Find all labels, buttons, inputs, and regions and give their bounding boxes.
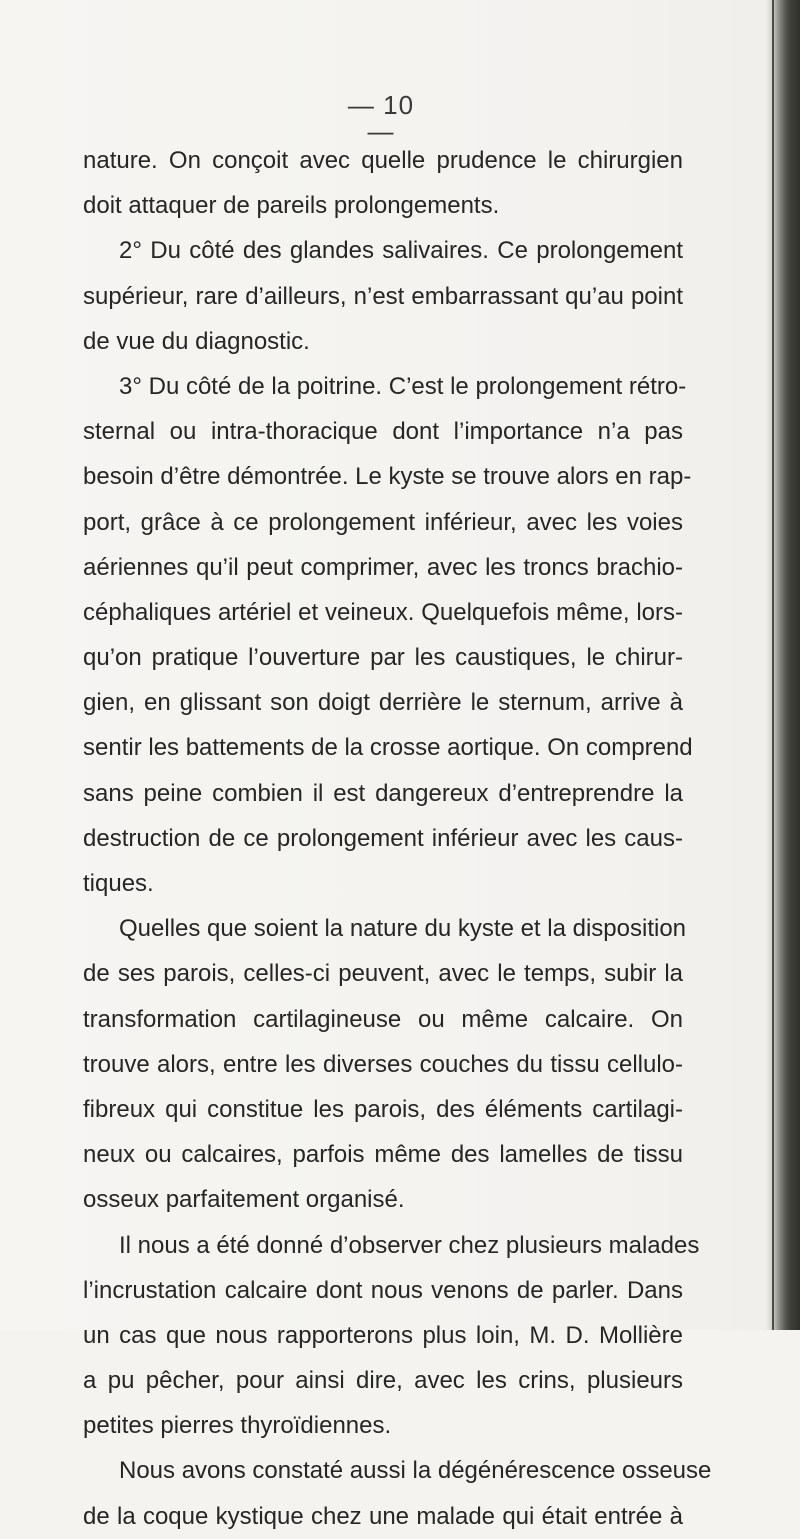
text-line: 2° Du côté des glandes salivaires. Ce prolongement	[119, 237, 683, 265]
text-line: transformation cartilagineuse ou même calcaire. On	[83, 1005, 683, 1033]
text-line: fibreux qui constitue les parois, des éléments cartilagi-	[83, 1095, 683, 1123]
text-line: neux ou calcaires, parfois même des lamelles de tissu	[83, 1141, 683, 1169]
text-line: port, grâce à ce prolongement inférieur, avec les voies	[83, 508, 683, 536]
text-line: a pu pêcher, pour ainsi dire, avec les crins, plusieurs	[83, 1367, 683, 1395]
text-line: un cas que nous rapporterons plus loin, M. D. Mollière	[83, 1321, 683, 1349]
text-line: de ses parois, celles-ci peuvent, avec le temps, subir la	[83, 960, 683, 988]
text-line: Nous avons constaté aussi la dégénérescence osseuse	[119, 1457, 712, 1485]
text-line: céphaliques artériel et veineux. Quelquefois même, lors-	[83, 598, 683, 626]
text-line: supérieur, rare d’ailleurs, n’est embarrassant qu’au point	[83, 282, 683, 310]
page-edge-line	[772, 0, 774, 1330]
text-line: tiques.	[83, 870, 154, 897]
text-line: Quelles que soient la nature du kyste et la disposition	[119, 915, 687, 943]
text-line: Il nous a été donné d’observer chez plusieurs malades	[119, 1231, 700, 1259]
text-line: doit attaquer de pareils prolongements.	[83, 192, 500, 220]
text-line: destruction de ce prolongement inférieur avec les caus-	[83, 824, 683, 852]
text-line: de la coque kystique chez une malade qui était entrée à	[83, 1502, 683, 1530]
text-line: osseux parfaitement organisé.	[83, 1186, 405, 1214]
text-line: sentir les battements de la crosse aortique. On comprend	[83, 734, 693, 762]
text-line: 3° Du côté de la poitrine. C’est le prolongement rétro-	[119, 372, 687, 400]
text-line: de vue du diagnostic.	[83, 327, 310, 355]
text-line: l’incrustation calcaire dont nous venons de parler. Dans	[83, 1276, 683, 1304]
text-line: qu’on pratique l’ouverture par les caustiques, le chirur-	[83, 644, 683, 672]
text-line: nature. On conçoit avec quelle prudence le chirurgien	[83, 147, 683, 174]
text-line: sternal ou intra-thoracique dont l’importance n’a pas	[83, 418, 683, 446]
text-line: aériennes qu’il peut comprimer, avec les troncs brachio-	[83, 553, 683, 581]
page-number: — 10 —	[347, 90, 415, 146]
text-line: trouve alors, entre les diverses couches du tissu cellulo-	[83, 1050, 683, 1078]
text-line: petites pierres thyroïdiennes.	[83, 1412, 392, 1440]
text-line: besoin d’être démontrée. Le kyste se trouve alors en rap-	[83, 463, 692, 491]
text-line: gien, en glissant son doigt derrière le sternum, arrive à	[83, 689, 683, 717]
text-line: sans peine combien il est dangereux d’entreprendre la	[83, 779, 683, 807]
body-text	[83, 138, 712, 1539]
